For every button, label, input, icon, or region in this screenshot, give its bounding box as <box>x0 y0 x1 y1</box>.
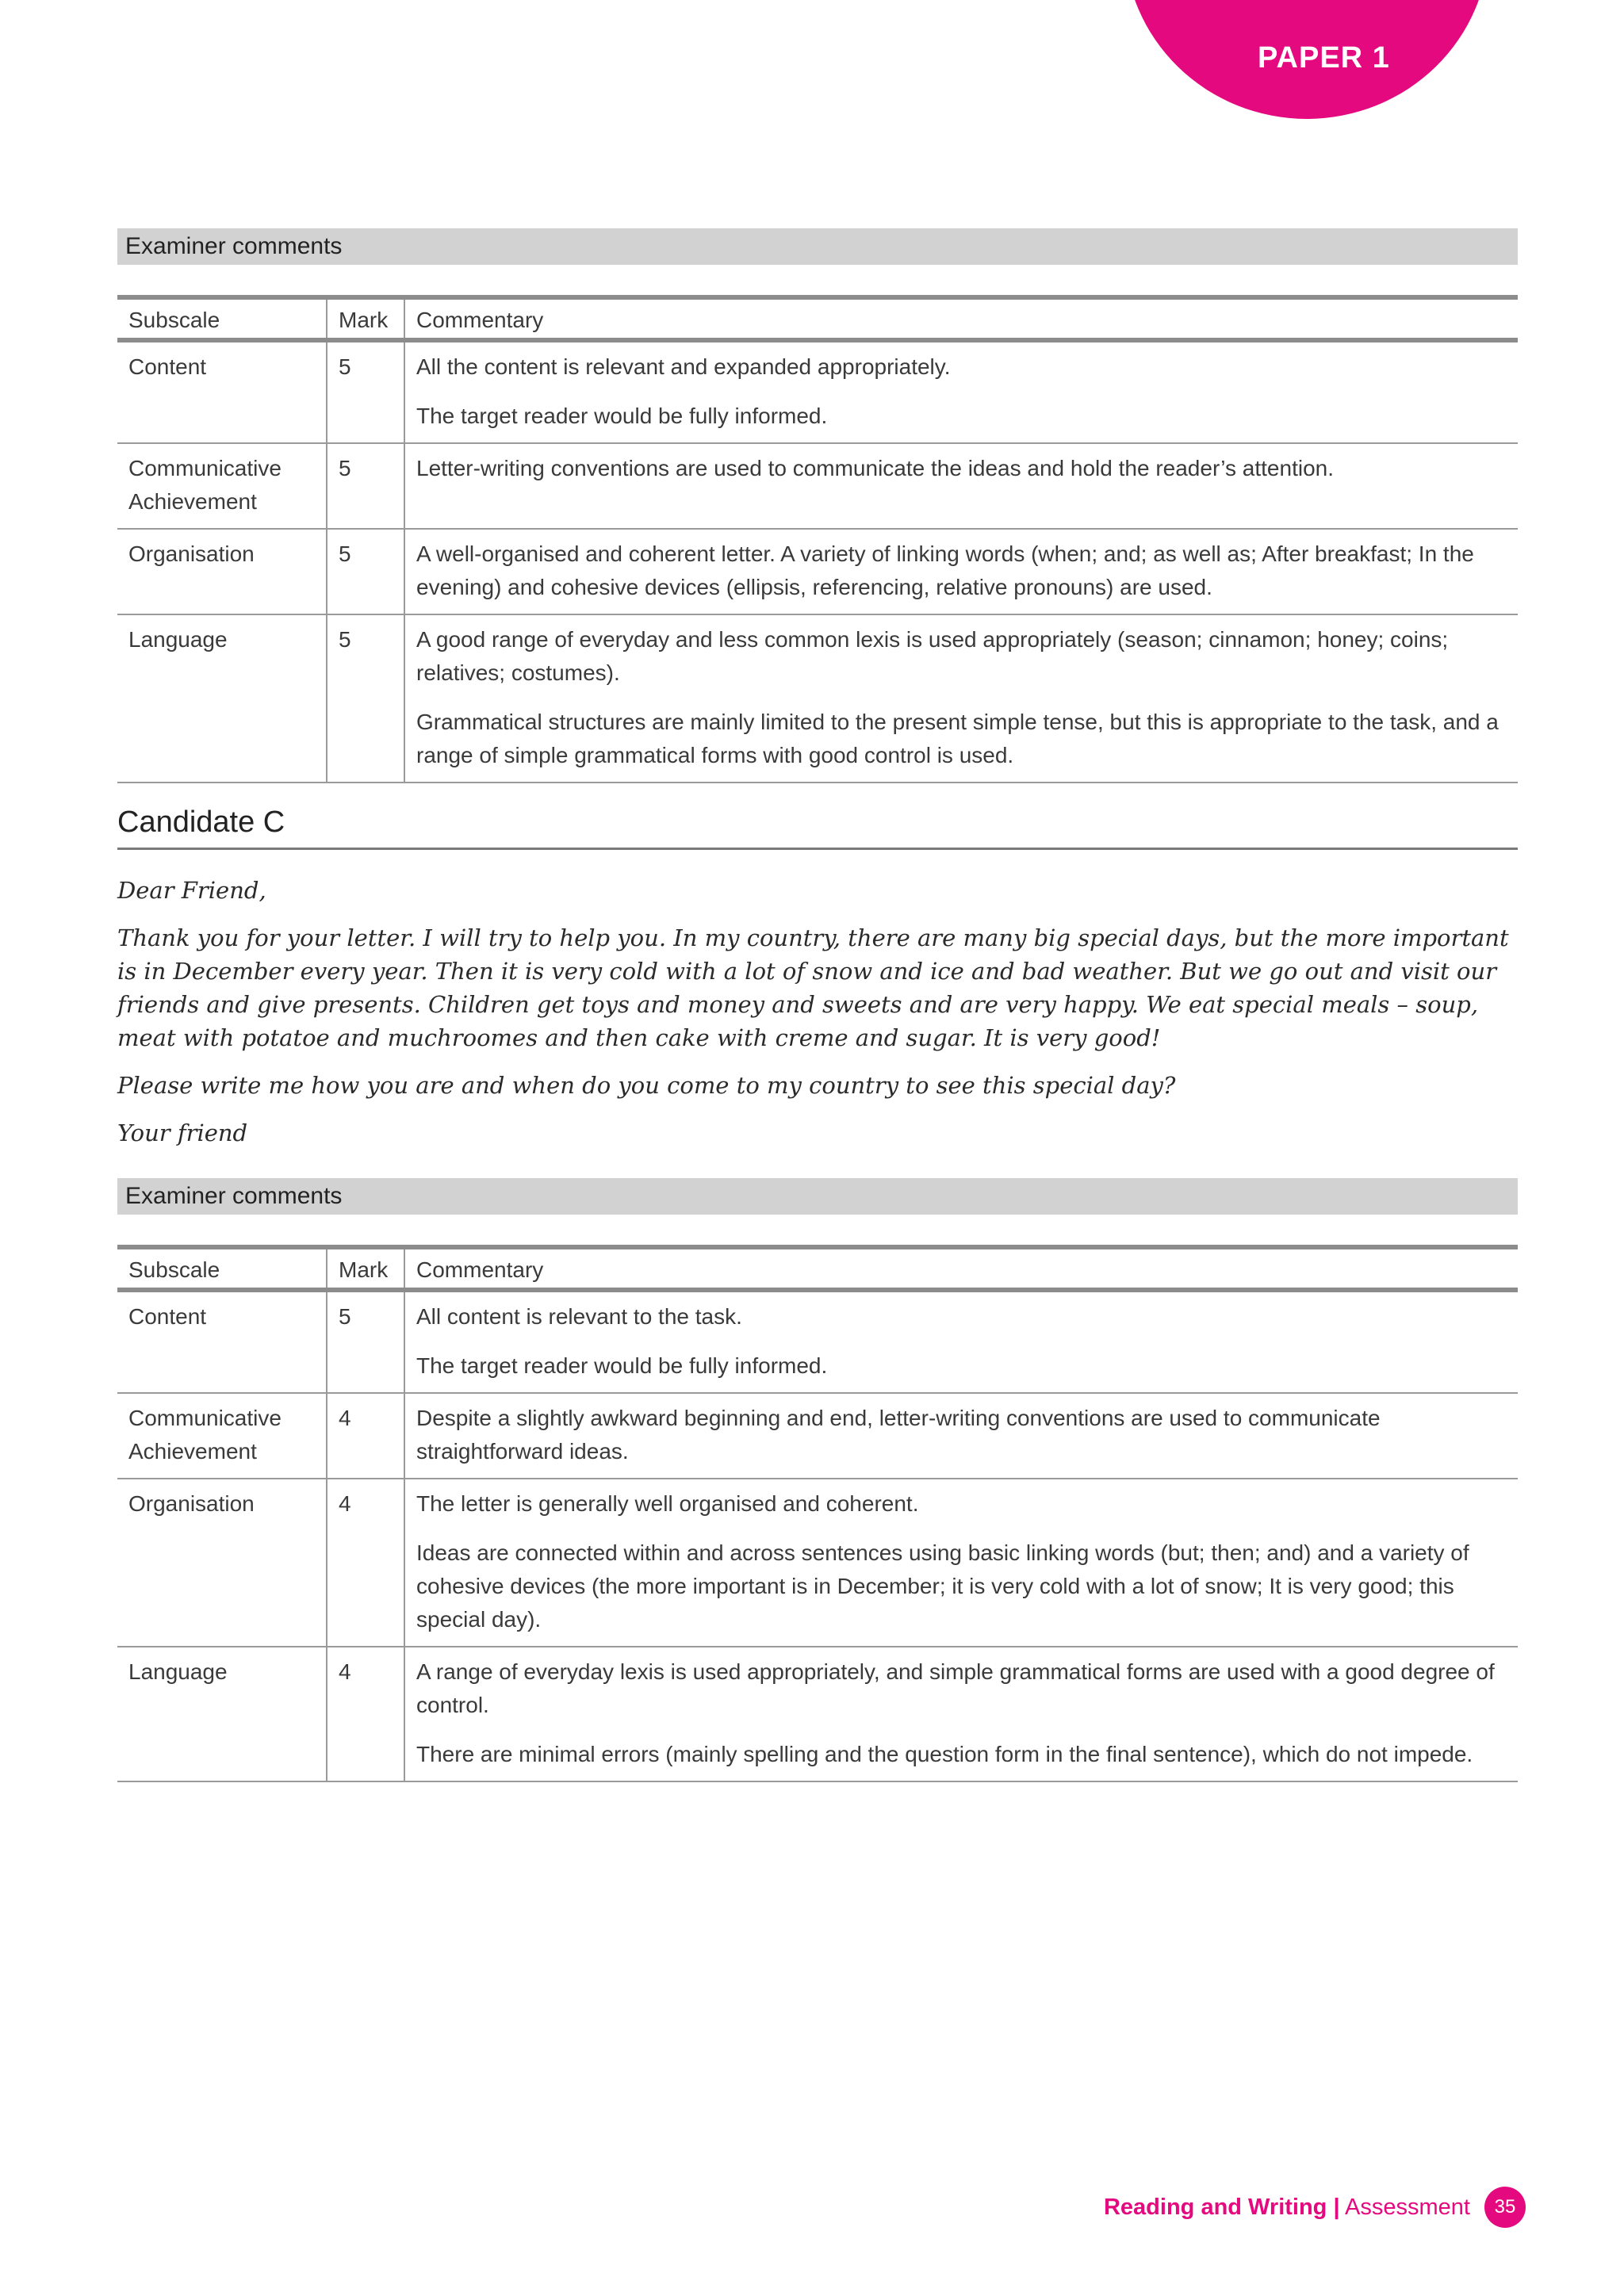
subscale-cell: Content <box>117 340 327 443</box>
table-row <box>117 1647 1518 1781</box>
subscale-cell: Organisation <box>117 1479 327 1647</box>
paper-label: PAPER 1 <box>1258 41 1390 75</box>
commentary-cell <box>404 614 1518 783</box>
commentary-text: A range of everyday lexis is used appropriately, and simple grammatical forms are used with a good degree of control. <box>416 1659 1495 1717</box>
commentary-cell <box>404 1647 1518 1781</box>
commentary-cell <box>404 529 1518 614</box>
column-header-subscale: Subscale <box>117 297 327 340</box>
commentary-cell <box>404 1393 1518 1479</box>
column-header-commentary: Commentary <box>404 297 1518 340</box>
mark-cell: 5 <box>327 529 404 614</box>
table-row <box>117 1479 1518 1647</box>
table-row <box>117 1290 1518 1393</box>
mark-cell: 5 <box>327 443 404 529</box>
candidate-letter <box>117 874 1518 1164</box>
candidate-heading: Candidate C <box>117 806 1518 850</box>
page-footer <box>1104 2195 1470 2221</box>
commentary-text: Ideas are connected within and across sentences using basic linking words (but; then; and) and a variety of cohesive devices (the more important is in December; it is very cold with a lot of snow; It is very good; this special day). <box>416 1540 1469 1632</box>
column-header-mark: Mark <box>327 297 404 340</box>
letter-paragraph: Please write me how you are and when do you come to my country to see this special day? <box>117 1072 1176 1099</box>
commentary-text: All content is relevant to the task. <box>416 1304 742 1329</box>
commentary-text: Grammatical structures are mainly limited to the present simple tense, but this is appropriate to the task, and a range of simple grammatical forms with good control is used. <box>416 710 1499 767</box>
mark-cell: 5 <box>327 1290 404 1393</box>
table-row <box>117 529 1518 614</box>
column-header-subscale: Subscale <box>117 1247 327 1290</box>
subscale-cell: Language <box>117 1647 327 1781</box>
examiner-comments-bar: Examiner comments <box>117 1178 1518 1215</box>
table-header-row <box>117 297 1518 340</box>
footer-separator: | <box>1333 2195 1340 2220</box>
examiner-comments-bar: Examiner comments <box>117 228 1518 265</box>
letter-signoff: Your friend <box>117 1119 248 1146</box>
commentary-text: The target reader would be fully informed. <box>416 1353 828 1378</box>
column-header-mark: Mark <box>327 1247 404 1290</box>
mark-cell: 4 <box>327 1393 404 1479</box>
commentary-text: Despite a slightly awkward beginning and end, letter-writing conventions are used to communicate straightforward ideas. <box>416 1406 1381 1464</box>
subscale-cell: Organisation <box>117 529 327 614</box>
footer-section: Reading and Writing <box>1103 2195 1327 2220</box>
subscale-cell: Communicative Achievement <box>117 443 327 529</box>
commentary-text: The target reader would be fully informed. <box>416 404 828 428</box>
table-row <box>117 1393 1518 1479</box>
commentary-cell <box>404 443 1518 529</box>
commentary-text: The letter is generally well organised and coherent. <box>416 1491 919 1516</box>
commentary-text: All the content is relevant and expanded appropriately. <box>416 354 951 379</box>
subscale-cell: Content <box>117 1290 327 1393</box>
letter-greeting: Dear Friend, <box>117 877 266 904</box>
table-header-row <box>117 1247 1518 1290</box>
table-row <box>117 443 1518 529</box>
commentary-text: A good range of everyday and less common lexis is used appropriately (season; cinnamon; honey; coins; relatives; costumes). <box>416 627 1449 685</box>
page-number: 35 <box>1484 2187 1526 2228</box>
commentary-text: A well-organised and coherent letter. A variety of linking words (when; and; as well as; After breakfast; In the evening) and cohesive devices (ellipsis, referencing, relative pronouns) are used. <box>416 541 1474 599</box>
commentary-cell <box>404 1290 1518 1393</box>
subscale-cell: Language <box>117 614 327 783</box>
examiner-comments-table <box>117 1245 1518 1782</box>
examiner-comments-table <box>117 295 1518 783</box>
subscale-cell: Communicative Achievement <box>117 1393 327 1479</box>
footer-subsection: Assessment <box>1345 2195 1470 2220</box>
mark-cell: 4 <box>327 1479 404 1647</box>
commentary-text: Letter-writing conventions are used to communicate the ideas and hold the reader’s attention. <box>416 456 1334 480</box>
commentary-cell <box>404 1479 1518 1647</box>
mark-cell: 5 <box>327 340 404 443</box>
column-header-commentary: Commentary <box>404 1247 1518 1290</box>
mark-cell: 4 <box>327 1647 404 1781</box>
mark-cell: 5 <box>327 614 404 783</box>
table-row <box>117 340 1518 443</box>
commentary-cell <box>404 340 1518 443</box>
commentary-text: There are minimal errors (mainly spelling and the question form in the final sentence), which do not impede. <box>416 1742 1473 1766</box>
letter-paragraph: Thank you for your letter. I will try to help you. In my country, there are many big special days, but the more important is in December every year. Then it is very cold with a lot of snow and ice and bad weather. But we go out and visit our friends and give presents. Children get toys and money and sweets and are very happy. We eat special meals – soup, meat with potatoe and muchroomes and then cake with creme and sugar. It is very good! <box>117 924 1509 1051</box>
table-row <box>117 614 1518 783</box>
